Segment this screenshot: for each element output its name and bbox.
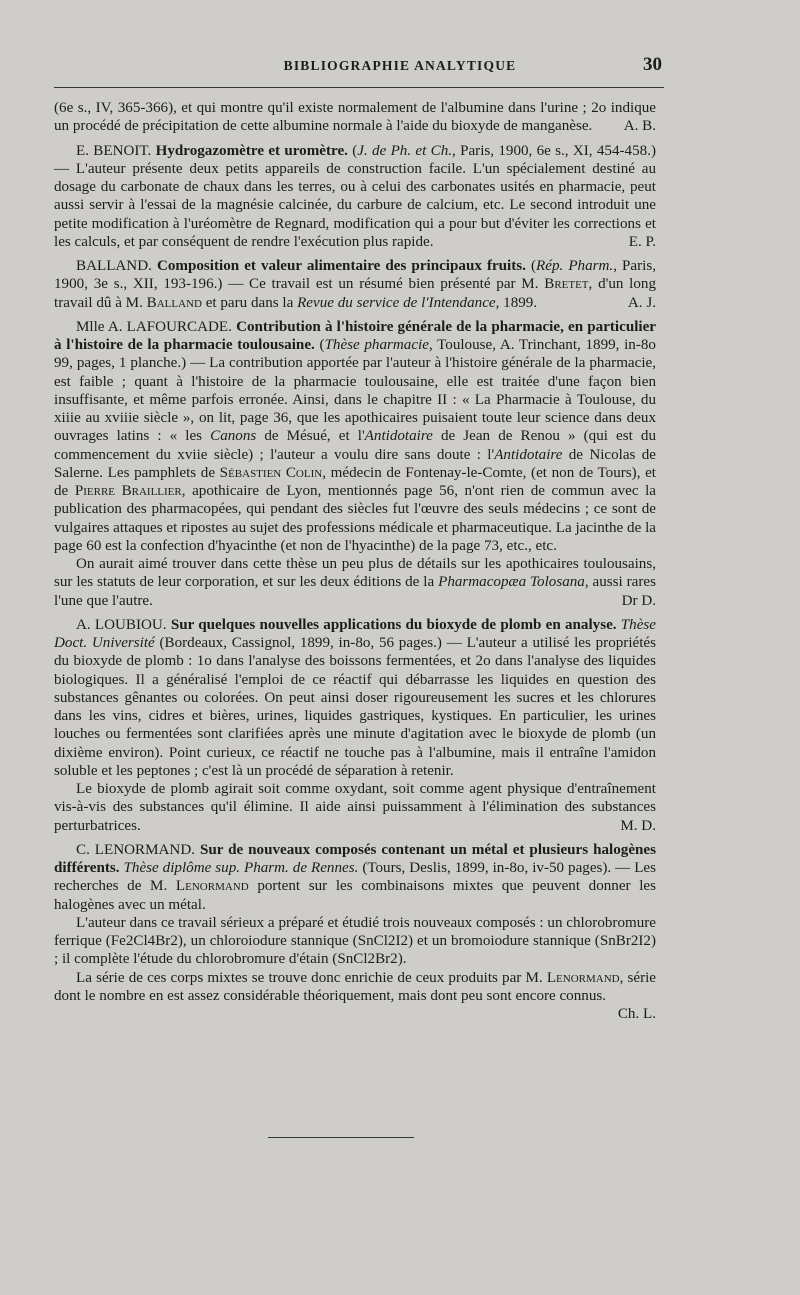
paragraph: On aurait aimé trouver dans cette thèse un peu plus de détails sur les apothicaires toulousains, sur les statuts de leur corporation, et sur les deux éditions de la Pharmacopæa Tolosana, aussi rares l'une que l'autre. Dr D. [54, 556, 656, 609]
page-header [0, 54, 800, 81]
reference: , Paris, 1900, 3e s., XII, 193-196.) [54, 258, 656, 293]
entry-author: Mlle A. LAFOURCADE. [76, 318, 232, 335]
article-body [54, 99, 656, 1023]
header-rule [54, 87, 664, 88]
entry-continuation [54, 99, 656, 136]
journal: Thèse Doct. Université [54, 616, 656, 651]
entry-author: BALLAND. [76, 258, 152, 274]
entry-author: C. LENORMAND. [76, 841, 195, 858]
paragraph: A. LOUBIOU. Sur quelques nouvelles applications du bioxyde de plomb en analyse. Thèse Doct. Université (Bordeaux, Cassignol, 1899, in-8o, 56 pages.) — L'auteur a utilisé les propriétés du bioxyde de plomb : 1o dans l'analyse des boissons fermentées, et 2o dans l'analyse des liquides biologiques. Il a généralisé l'emploi de ce réactif qui débarrasse les liquides en question des substances gênantes ou colorées. On peut ainsi doser rigoureusement les sucres et les chlorures dans les vins, cidres et bières, urines, liquides gastriques, kystiques. En particulier, les urines louches ou fermentées sont clarifiées après une minute d'agitation avec le bioxyde de plomb (un dixième environ). Point curieux, ce réactif ne touche pas à l'albumine, mais il entraîne l'amidon soluble et les peptones ; c'est là un procédé de séparation à retenir. [54, 616, 656, 779]
signature: A. J. [627, 294, 656, 311]
entry-title: Contribution à l'histoire générale de la pharmacie, en particulier à l'histoire de la pharmacie toulousaine. [54, 318, 657, 353]
person-name: Lenormand [546, 969, 620, 986]
paragraph: BALLAND. Composition et valeur alimentaire des principaux fruits. (Rép. Pharm., Paris, 1900, 3e s., XII, 193-196.) — Ce travail est un résumé bien présenté par M. Bretet, d'un long travail dû à M. Balland et paru dans la Revue du service de l'Intendance, 1899. A. J. [54, 258, 657, 311]
entry-title: Hydrogazomètre et uromètre. [155, 142, 348, 159]
person-name: Balland [146, 294, 202, 311]
reference: (Tours, Deslis, 1899, in-8o, iv-50 pages). [358, 860, 612, 876]
page-number: 30 [643, 54, 662, 75]
entry-author: A. LOUBIOU. [76, 616, 167, 633]
journal: Revue du service de l'Intendance [297, 294, 496, 311]
journal: Thèse diplôme sup. Pharm. de Rennes. [123, 860, 359, 876]
person-name: Bretet [544, 276, 589, 293]
paragraph: La série de ces corps mixtes se trouve donc enrichie de ceux produits par M. Lenormand, série dont le nombre en est assez considérable théoriquement, mais dont peu sont encore connus. Ch. L. [54, 969, 657, 1022]
paragraph: L'auteur dans ce travail sérieux a préparé et étudié trois nouveaux composés : un chlorobromure ferrique (Fe2Cl4Br2), un chloroiodure stannique (SnCl2I2) et un bromoiodure stannique (SnBr2I2) ; il complète l'étude du chlorobromure d'étain (SnCl2Br2). [54, 914, 656, 968]
entry-lafourcade [54, 318, 656, 610]
reference: , Paris, 1900, 6e s., XI, 454-458.) [452, 142, 656, 159]
paragraph: (6e s., IV, 365-366), et qui montre qu'il existe normalement de l'albumine dans l'urine ; 2o indique un procédé de précipitation de cette albumine normale à l'aide du bioxyde de manganèse. A. B. [54, 100, 656, 135]
entry-loubiou [54, 616, 656, 835]
person-name: Pierre Braillier [74, 483, 182, 499]
paragraph: E. BENOIT. Hydrogazomètre et uromètre. (J. de Ph. et Ch., Paris, 1900, 6e s., XI, 454-458.) — L'auteur présente deux petits appareils de construction facile. L'un spécialement destiné au dosage du carbonate de chaux dans les terres, ou à celui des carbonates usités en pharmacie, peut aussi servir à l'essai de la magnésie calcinée, du carbure de calcium, etc. Le second introduit une petite modification à l'uréomètre de Regnard, modification qui a pour but d'éviter les corrections et les calculs, et par conséquent de rendre l'exécution plus rapide. E. P. [54, 142, 656, 250]
signature: A. B. [623, 118, 656, 135]
end-rule [268, 1137, 414, 1138]
signature: Dr D. [621, 592, 656, 609]
journal: J. de Ph. et Ch. [357, 142, 453, 159]
signature: M. D. [620, 817, 656, 834]
reference: (Bordeaux, Cassignol, 1899, in-8o, 56 pages.) [154, 635, 442, 651]
signature: Ch. L. [617, 1006, 656, 1022]
person-name: Lenormand [175, 878, 249, 895]
paragraph: Le bioxyde de plomb agirait soit comme oxydant, soit comme agent physique d'entraînement vis-à-vis des substances qu'il élimine. Il aide ainsi puissamment à l'élimination des substances perturbatrices. M. D. [54, 781, 656, 834]
reference: , Toulouse, A. Trinchant, 1899, in-8o 99, pages, 1 planche.) [54, 337, 656, 372]
person-name: Sébastien Colin [219, 464, 323, 481]
entry-title: Sur quelques nouvelles applications du bioxyde de plomb en analyse. [170, 616, 617, 633]
entry-title: Sur de nouveaux composés contenant un métal et plusieurs halogènes différents. [54, 841, 656, 876]
entry-lenormand [54, 841, 657, 1022]
journal: Rép. Pharm. [536, 258, 614, 274]
journal: Thèse pharmacie [324, 337, 429, 353]
entry-balland [54, 257, 656, 312]
entry-title: Composition et valeur alimentaire des principaux fruits. [156, 258, 526, 274]
paragraph: C. LENORMAND. Sur de nouveaux composés contenant un métal et plusieurs halogènes différents. Thèse diplôme sup. Pharm. de Rennes. (Tours, Deslis, 1899, in-8o, iv-50 pages). — Les recherches de M. Lenormand portent sur les combinaisons mixtes que peuvent donner les halogènes avec un métal. [54, 841, 657, 913]
running-title: BIBLIOGRAPHIE ANALYTIQUE [283, 58, 517, 73]
entry-author: E. BENOIT. [76, 142, 152, 159]
entry-benoit [54, 142, 656, 252]
signature: E. P. [628, 233, 656, 250]
paragraph: Mlle A. LAFOURCADE. Contribution à l'histoire générale de la pharmacie, en particulier à l'histoire de la pharmacie toulousaine. (Thèse pharmacie, Toulouse, A. Trinchant, 1899, in-8o 99, pages, 1 planche.) — La contribution apportée par l'auteur à l'histoire générale de la pharmacie, est faible ; quant à l'histoire de la pharmacie toulousaine, elle est traitée d'une façon bien insuffisante, et même parfois erronée. Ainsi, dans le chapitre II : « La Pharmacie à Toulouse, du xiiie au xviiie siècle », on lit, page 36, que les apothicaires puisaient toute leur science dans deux ouvrages latins : « les Canons de Mésué, et l'Antidotaire de Jean de Renou » (qui est du commencement du xviie siècle) ; l'auteur a voulu dire sans doute : l'Antidotaire de Nicolas de Salerne. Les pamphlets de Sébastien Colin, médecin de Fontenay-le-Comte, (et non de Tours), et de Pierre Braillier, apothicaire de Lyon, mentionnés page 56, n'ont rien de commun avec la publication des pharmacopées, qui pendant des siècles fut l'œuvre des seuls médecins ; ce sont de vulgaires attaques et ripostes au sujet des professions médicale et pharmaceutique. La jacinthe de la page 60 est la confection d'hyacinthe (et non de l'hyacinthe) de la page 73, etc., etc. [54, 318, 657, 554]
